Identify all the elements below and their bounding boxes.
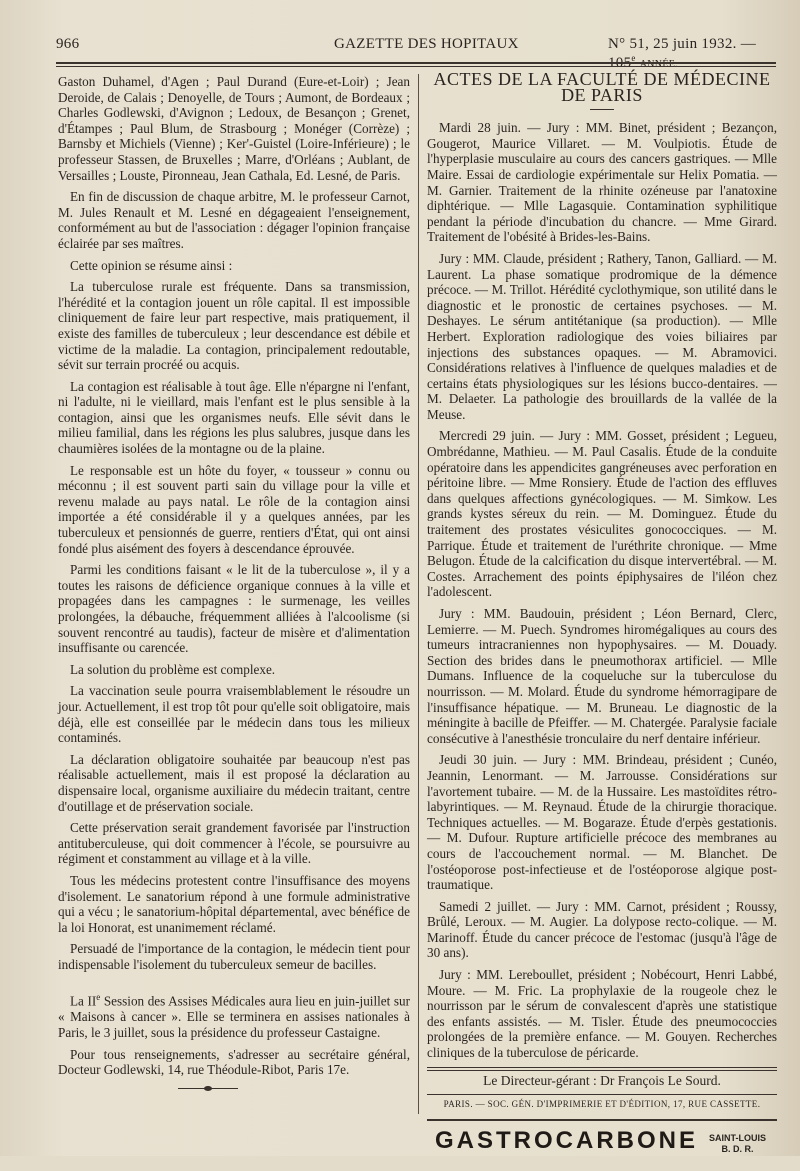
directeur-gerant: Le Directeur-gérant : Dr François Le Sourd. <box>483 1072 721 1088</box>
paragraph: Cette préservation serait grandement favorisée par l'instruction antituberculeuse, qui doit commencer à l'école, se poursuivre au régiment et constamment au village et à la ville. <box>58 820 410 867</box>
column-divider <box>418 74 419 1114</box>
paragraph: Tous les médecins protestent contre l'insuffisance des moyens d'isolement. Le sanatorium répond à une formule administrative qui a vécu ; le sanatorium-hôpital départemental, avec bénéfice de la loi Honorat, est unanimement réclamé. <box>58 872 410 935</box>
paragraph: La déclaration obligatoire souhaitée par beaucoup n'est pas réalisable actuellement, mais il est proposé la déclaration au dispensaire local, organisme auxiliaire du médecin traitant, centre d'outillage et de préservation sociale. <box>58 751 410 814</box>
exam-session: Jury : MM. Baudouin, président ; Léon Bernard, Clerc, Lemierre. — M. Puech. Syndromes hiromégaliques au cours des tumeurs intracraniennes non hypophysaires. — M. Douady. Section des brides dans le pneumothorax artificiel. — Mlle Dumans. Influence de la coqueluche sur la tuberculose du nourrisson. — M. Molard. Étude du syndrome hémorragipare de l'insuffisance hépatique. — M. Bruneau. Le diagnostic de la méningite à bacille de Pfeiffer. — M. Chatergée. Paralysie faciale consécutive à l'anesthésie tronculaire du nerf dentaire inférieur. <box>427 606 777 746</box>
issue-date: N° 51, 25 juin 1932. — 105 <box>608 36 757 71</box>
exam-session: Jury : MM. Lereboullet, président ; Nobécourt, Henri Labbé, Moure. — M. Fric. La prophylaxie de la rougeole chez le nourrisson par le sérum de convalescent d'après une statistique des enfants assistés. — M. Tisler. Étude des pneumococcies prolongées de la première enfance. — M. Gouyen. Recherches cliniques de la tuberculose de péricarde. <box>427 967 777 1061</box>
paragraph: Gaston Duhamel, d'Agen ; Paul Durand (Eure-et-Loir) ; Jean Deroide, de Calais ; Denoyelle, de Tours ; Aumont, de Bordeaux ; Charles Godlewski, d'Avignon ; Ledoux, de Besançon ; Grenet, d'Étampes ; Paul Blum, de Strasbourg ; Monéger (Corrèze) ; Barnsby et Michiels (Vienne) ; Ker'-Guistel (Loire-Inférieure) ; le professeur Stassen, de Bruxelles ; Marre, d'Orléans ; Aublant, de Versailles ; Louste, Pironneau, Jean Cathala, Ed. Lesné, de Paris. <box>58 74 410 183</box>
right-column <box>427 69 777 1171</box>
assises-sup: e <box>96 992 101 1003</box>
footer-rule <box>427 1067 777 1068</box>
printer-line: PARIS. — SOC. GÉN. D'IMPRIMERIE ET D'ÉDITION, 17, RUE CASSETTE. <box>443 1099 761 1110</box>
exam-session: Jury : MM. Claude, président ; Rathery, Tanon, Galliard. — M. Laurent. La phase somatique prodromique de la démence précoce. — M. Trillot. Hérédité cyclothymique, son utilité dans le diagnostic et le pronostic de certaines psychoses. — M. Deshayes. Le sérum antitétanique (sa production). — Mlle Herbert. Exploration radiologique des voies biliaires par injections des substances opaques. — M. Abramovici. Considérations relatives à l'influence de quelques maladies et de certains états physiologiques sur les lésions bucco-dentaires. — M. Delaeter. La pathologie des brouillards de la vallée de la Meuse. <box>427 250 777 422</box>
end-ornament-rule <box>178 1088 238 1089</box>
exam-session: Jeudi 30 juin. — Jury : MM. Brindeau, président ; Cunéo, Jeannin, Lenormant. — M. Jarrousse. Considérations sur l'avortement tubaire. — M. de la Hussaire. Les mastoïdites rétro-labyrintiques. — M. Reynaud. Étude de la chirurgie thoracique. Techniques actuelles. — M. Bogaraze. Étude d'erpès gestationis. — M. Dufour. Rupture artificielle précoce des membranes au cours de l'accouchement normal. — M. Blanchet. De l'ostéoporose post-infectieuse et de l'ostéoporose algique post-traumatique. <box>427 752 777 893</box>
paragraph: Cette opinion se résume ainsi : <box>70 257 233 273</box>
spacer <box>58 978 410 990</box>
exam-session: Mardi 28 juin. — Jury : MM. Binet, président ; Bezançon, Gougerot, Maurice Villaret. — M. Voulpiotis. Étude de l'hyperplasie musculaire au cours des cancers gastriques. — Mlle Maire. Essai de cardiologie expérimentale sur Helix Pomatia. — M. Garnier. Traitement de la rhinite ozéneuse par l'anatoxine diphtérique. — Mlle Lagasquie. Contamination syphilitique pendant la période d'incubation du chancre. — Mme Girard. Traitement de l'obésité à Brides-les-Bains. <box>427 120 777 245</box>
ad-location-2: B. D. R. <box>721 1143 754 1154</box>
paragraph: Parmi les conditions faisant « le lit de la tuberculose », il y a toutes les raisons de déficience organique connues à la ville et propagées dans les campagnes : le surmenage, les veilles prolongées, la débauche, fréquemment alliées à l'alcoolisme (si souvent rencontré au taudis), facteur de misère et d'alimentation insuffisante ou carencée. <box>58 562 410 656</box>
paragraph: Pour tous renseignements, s'adresser au secrétaire général, Docteur Godlewski, 14, rue Théodule-Ribot, Paris 17e. <box>58 1046 410 1078</box>
paragraph: La contagion est réalisable à tout âge. Elle n'épargne ni l'enfant, ni l'adulte, ni le vieillard, mais l'enfant est le plus sensible à la contagion, ainsi que les organismes neufs. Elle sévit dans le milieu familial, dans les régions les plus salubres, jusque dans les chaumières isolées de la montagne ou de la plaine. <box>58 378 410 457</box>
assises-lead: La II <box>70 993 97 1009</box>
title-rule <box>590 109 614 110</box>
ad-location-1: SAINT-LOUIS <box>709 1132 767 1143</box>
advertisement <box>427 1125 777 1171</box>
assises-text: Session des Assises Médicales aura lieu en juin-juillet sur « Maisons à cancer ». Elle se terminera en assises nationales à Paris, le 3 juillet, sous la présidence du professeur Castaigne. <box>58 993 410 1041</box>
exam-session: Samedi 2 juillet. — Jury : MM. Carnot, président ; Roussy, Brûlé, Leroux. — M. Augier. La dolypose recto-colique. — M. Marinoff. Étude du cancer précoce de l'estomac (jusqu'à l'âge de 30 ans). <box>427 898 777 961</box>
ad-rule <box>427 1119 777 1121</box>
paragraph: Persuadé de l'importance de la contagion, le médecin tient pour indispensable l'isolement du tuberculeux semeur de bacilles. <box>58 941 410 972</box>
paragraph: La tuberculose rurale est fréquente. Dans sa transmission, l'hérédité et la contagion jouent un rôle capital. Il est impossible cliniquement de faire leur part respective, mais pratiquement, il existe des familles de tuberculeux ; leur descendance est débile et victime de la maladie. La contagion, principalement redoutable, sévit sur terrain procréé ou acquis. <box>58 279 410 373</box>
exam-session: Mercredi 29 juin. — Jury : MM. Gosset, président ; Legueu, Ombrédanne, Mathieu. — M. Paul Casalis. Étude de la conduite opératoire dans les appendicites gangréneuses avec perforation en péritoine libre. — Mme Ronsiery. Étude de l'action des effluves dans quelques affections gynécologiques. — M. Simkow. Les grands kystes séreux du rein. — M. Dominguez. Étude du traitement des prostates vésiculites gonococciques. — M. Parrique. Étude et traitement de l'uréthrite chronique. — Mme Belugon. Étude de la calcification du disque intervertébral. — M. Costes. Arrachement des points épiphysaires de l'iléon chez l'adolescent. <box>427 428 777 600</box>
paragraph: Le responsable est un hôte du foyer, « tousseur » connu ou méconnu ; il est souvent parti sain du village pour la ville et revenu malade au pays natal. Le rôle de la contagion ainsi importée a été considérable il y a quelques années, par les tuberculeux et pensionnés de guerre, rentiers d'État, qui ont ainsi fondé plus aisément des foyers à descendance éprouvée. <box>58 462 410 556</box>
header-rule-thin <box>56 66 776 67</box>
paragraph: En fin de discussion de chaque arbitre, M. le professeur Carnot, M. Jules Renault et M. Lesné en dégageaient l'enseignement, conformément au but de l'association : dégager l'opinion française éclairée par ses maîtres. <box>58 189 410 251</box>
issue-sup: e <box>631 53 636 63</box>
ad-location <box>709 1133 766 1155</box>
header-rule <box>56 62 776 64</box>
paragraph: La solution du problème est complexe. <box>70 661 276 677</box>
journal-title: GAZETTE DES HOPITAUX <box>334 36 519 52</box>
issue-annee: ANNÉE. <box>639 59 678 70</box>
page-header <box>56 36 776 71</box>
assises-paragraph <box>58 990 410 1040</box>
ad-brand-name: GASTROCARBONE <box>435 1126 699 1154</box>
page-number: 966 <box>56 36 80 52</box>
left-column <box>58 74 410 1089</box>
section-title: ACTES DE LA FACULTÉ DE MÉDECINE DE PARIS <box>433 69 771 105</box>
printer-rule <box>427 1094 777 1095</box>
paragraph: La vaccination seule pourra vraisemblablement le résoudre un jour. Actuellement, il est trop tôt pour qu'elle soit obligatoire, mais déjà, elle est conseillée par le médecin dans tous les milieux contaminés. <box>58 683 410 746</box>
footer-rule-2 <box>427 1070 777 1071</box>
